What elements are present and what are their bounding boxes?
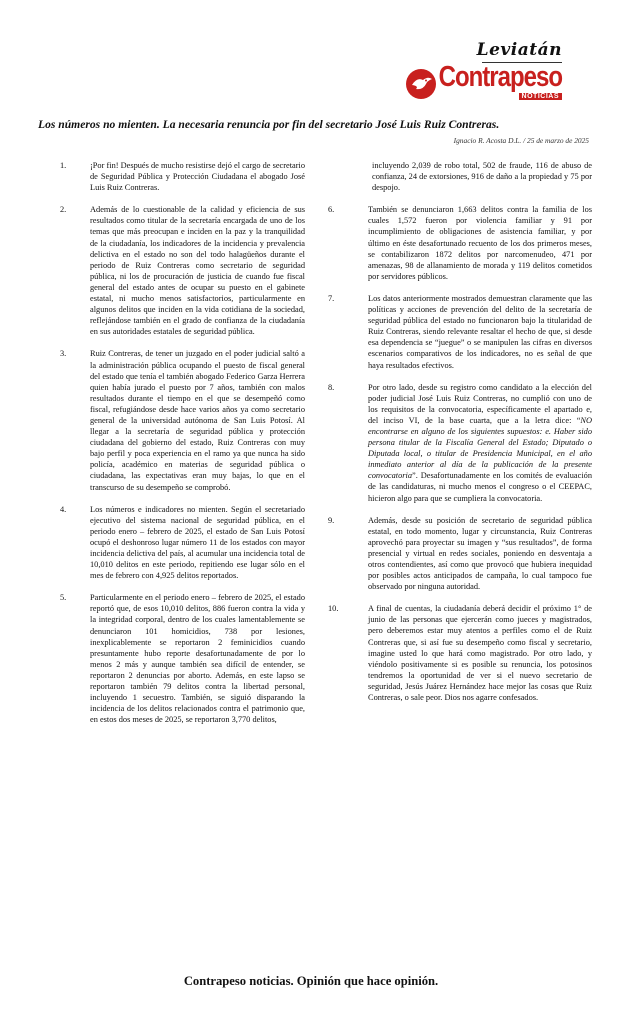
continued-text: incluyendo 2,039 de robo total, 502 de fraude, 116 de abuso de confianza, 24 de extorsiones, 916 de daño a la propiedad y 75 por despojo. (372, 161, 592, 193)
item-text: A final de cuentas, la ciudadanía deberá decidir el próximo 1° de junio de las personas que ejercerán como jueces y magistrados, pero deberemos estar muy atentos a perfiles como el de Ruiz Contreras que, si así fue su desempeño como fiscal y secretario, imagine usted lo que hará como magistrado. Por otro lado, y viéndolo positivamente si es posible su renuncia, los potosinos tendremos la oportunidad de ver si el nuevo secretario de seguridad, Jesús Juárez Hernández hace mejor las cosas que Ruiz Contreras, o sale peor. Dios nos agarre confesados. (368, 604, 592, 703)
item-number: 9. (328, 515, 335, 525)
list-item (322, 515, 592, 593)
list-item (322, 382, 592, 504)
brand-subtitle: NOTICIAS (519, 93, 562, 100)
item-number: 10. (328, 604, 339, 614)
item-text: Además, desde su posición de secretario de seguridad pública estatal, en todo momento, lugar y circunstancia, Ruiz Contreras aprovechó para proyectar su imagen y “sus resultados”, de forma presencial y virtual en redes sociales, poniendo en desventaja a otros contendientes, así como que provocó que hubiera inequidad por posibles actos anticipados de campaña, lo cual tampoco fue observado por ninguna autoridad. (368, 515, 592, 592)
quoted-requirement: NO encontrarse en alguno de los siguientes supuestos: e. Haber sido persona titular de la Fiscalía General del Estado; Diputado o Diputada local, o titular de Presidencia Municipal, en el año inmediato anterior al día de la publicación de la presente convocatoria (368, 415, 592, 481)
item-text: Particularmente en el periodo enero – febrero de 2025, el estado reportó que, de esos 10,010 delitos, 886 fueron contra la vida y la integridad corporal, dentro de los cuales lamentablemente se denunciaron 101 homicidios, 738 por lesiones, inexplicablemente se reportaron 2 feminicidios cuando presuntamente hubo reporte desafortunadamente de por lo menos 2 más y aunque también sea difícil de entender, se reportaron 2 denuncias por aborto. Además, en este lapso se reportaron también 79 delitos contra la libertad personal, incluyendo 1 secuestro. También, se siguió disparando la incidencia de los delitos relacionados contra el patrimonio que, en estos dos meses de 2025, se reportaron 3,770 delitos, (90, 593, 305, 725)
masthead (422, 40, 562, 102)
item-text: ¡Por fin! Después de mucho resistirse dejó el cargo de secretario de Seguridad Pública y Protección Ciudadana el abogado José Luis Ruiz Contreras. (90, 161, 305, 193)
item-number: 1. (60, 161, 67, 170)
list-item (60, 592, 305, 725)
item-text: Además de lo cuestionable de la calidad y eficiencia de sus resultados como titular de la secretaría encargada de uno de los temas que más preocupan e inciden en la paz y la tranquilidad de la ciudadanía, los indicadores de la incidencia y prevalencia delictiva en el estado no son del todo halagüeños durante el periodo de Ruiz Contreras como secretario de seguridad pública, ni los de procuración de justicia de cuando fue fiscal general del estado antes de ocupar su puesto en el gabinete estatal, ni mucho menos satisfactorios, particularmente en algunos delitos que inciden en la vida cotidiana de la sociedad, reflejándose también en el grado de confianza de la ciudadanía en sus autoridades estatales de seguridad pública. (90, 205, 305, 337)
item-number: 2. (60, 205, 67, 215)
section-title: Leviatán (476, 40, 562, 60)
brand-name: Contrapeso (438, 60, 562, 94)
bird-emblem-icon (405, 68, 437, 100)
list-item (60, 504, 305, 582)
brand-logo (405, 60, 562, 100)
item-text-part: ”. Desafortunadamente en los comités de evaluación de las candidaturas, ni mucho menos el congreso o el CEEPAC, hicieron algo para que se cumpliera la convocatoria. (368, 471, 592, 503)
article-byline: Ignacio R. Acosta D.L. / 25 de marzo de 2025 (453, 136, 589, 145)
item-text-part: Por otro lado, desde su registro como candidato a la elección del poder judicial José Luis Ruiz Contreras, no cumplió con uno de los requisitos de la convocatoria, específicamente el apartado e, del inciso VI, de la base cuarta, que a la letra dice: “ (368, 382, 592, 425)
item-number: 7. (328, 293, 335, 303)
item-number: 5. (60, 593, 67, 603)
item-text (368, 382, 592, 504)
item-text: Los datos anteriormente mostrados demuestran claramente que las políticas y acciones de prevención del delito de la secretaría de seguridad pública del estado no funcionaron bajo la titularidad de Ruiz Contreras, siendo relevante resaltar el hecho de que, si desde esa dependencia se “juegue” o se manipulen las cifras en diversos escenarios comparativos de los indicadores, no es señal de que haya resultados efectivos. (368, 293, 592, 370)
list-item (60, 204, 305, 337)
item-text: Los números e indicadores no mienten. Según el secretariado ejecutivo del sistema nacional de seguridad pública, en el periodo enero – febrero de 2025, el estado de San Luis Potosí ocupó el deshonroso lugar número 11 de los estados con mayor incidencia delictiva del país, al acumular una incidencia total de 10,010 delitos en este periodo, repitiendo ese lugar sólo en el mes de febrero con 4,925 delitos reportados. (90, 504, 305, 581)
list-item (60, 160, 305, 193)
footer-slogan: Contrapeso noticias. Opinión que hace opinión. (183, 974, 439, 988)
item-number: 3. (60, 349, 67, 359)
list-item (322, 603, 592, 703)
right-column (322, 160, 592, 714)
item-text: También se denunciaron 1,663 delitos contra la familia de los cuales 1,572 fueron por violencia familiar y 91 por incumplimiento de obligaciones de asistencia familiar, y por último en éste desafortunado recuento de los dos primeros meses, se contabilizaron 1872 delitos por narcomenudeo, 471 por amenazas, 98 de allanamiento de morada y 119 delitos cometidos por servidores públicos. (368, 205, 592, 281)
list-item (60, 348, 305, 492)
list-item (322, 293, 592, 371)
list-item (322, 204, 592, 282)
item-text: Ruiz Contreras, de tener un juzgado en el poder judicial saltó a la administración pública ocupando el puesto de fiscal general del estado que tenía el también abogado Federico Garza Herrera quien había jurado el puesto por 7 años, también con malos resultados durante el tiempo en el que se desempeñó como fiscal, refugiándose desde hace varios años ya como secretario general de la universidad autónoma de San Luis Potosí. Al llegar a la secretaría de seguridad pública y protección ciudadana del gobierno del estado, Ruiz Contreras con muy bajo perfil y poca experiencia en el ramo ya que nunca ha sido policía, académico en materias de seguridad pública o ciudadana, las expectativas eran muy bajas, lo que en el transcurso de su desempeño se comprobó. (90, 349, 305, 492)
item-number: 4. (60, 504, 67, 514)
article-headline: Los números no mienten. La necesaria renuncia por fin del secretario José Luis Ruiz Contreras. (38, 118, 500, 131)
item-number: 8. (328, 382, 335, 392)
left-column (60, 160, 305, 736)
item-number: 6. (328, 205, 335, 215)
